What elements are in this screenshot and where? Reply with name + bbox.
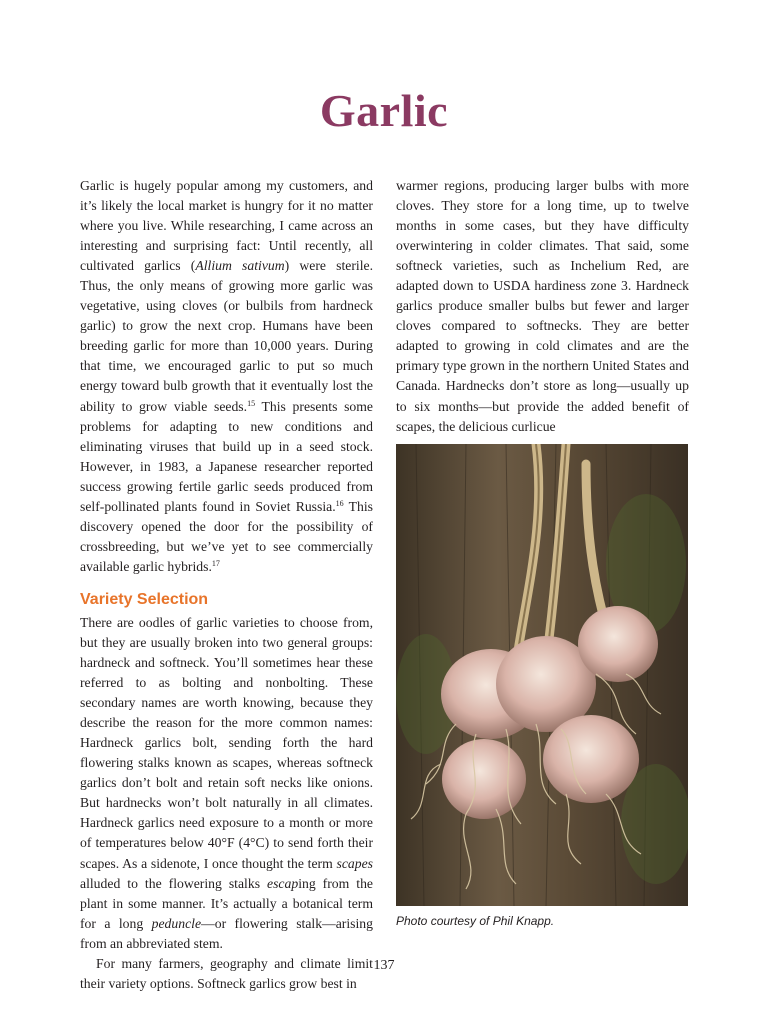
page-number: 137 bbox=[373, 958, 395, 973]
garlic-illustration bbox=[396, 444, 688, 906]
intro-paragraph bbox=[80, 176, 373, 577]
text-run: —or flowering stalk—arising from an abbreviated stem. bbox=[80, 915, 373, 951]
italic-text: scapes bbox=[336, 855, 373, 871]
photo-caption: Photo courtesy of Phil Knapp. bbox=[396, 914, 555, 928]
garlic-photo bbox=[396, 444, 688, 906]
climate-paragraph: For many farmers, geography and climate limit their variety options. Softneck garlics grow best in bbox=[80, 955, 373, 991]
continued-paragraph: warmer regions, producing larger bulbs with more cloves. They store for a long time, up to twelve months in some cases, but they have difficulty overwintering in colder climates. That said, some softneck varieties, such as Inchelium Red, are adapted down to USDA hardiness zone 3. Hardneck garlics produce smaller bulbs but fewer and larger cloves compared to softnecks. They are better adapted to growing in cold climates and are the primary type grown in the northern United States and Canada. Hardnecks don’t store as long—usually up to six months—but provide the added benefit of scapes, the delicious curlicue bbox=[396, 178, 689, 434]
text-run: This discovery opened the door for the possibility of crossbreeding, but we’ve yet to see commercially available garlic hybrids. bbox=[80, 498, 373, 574]
text-run: ) were sterile. Thus, the only means of growing more garlic was vegetative, using cloves (or bulbils from hardneck garlic) to grow the next crop. Humans have been breeding garlic for more than 10,000 years. During that time, we encouraged garlic to put so much energy toward bulb growth that it eventually lost the ability to grow viable seeds. bbox=[80, 258, 374, 414]
footnote-ref: 17 bbox=[211, 558, 220, 568]
right-column bbox=[396, 176, 689, 437]
left-column bbox=[80, 176, 373, 994]
section-heading: Variety Selection bbox=[80, 590, 209, 608]
italic-text: escap bbox=[267, 875, 299, 891]
text-run: Garlic is hugely popular among my customers, and it’s likely the local market is hungry for it no matter where you live. While researching, I came across an interesting and surprising fact: Until recently, all cultivated garlics ( bbox=[80, 178, 373, 274]
text-run: This presents some problems for adapting to new conditions and eliminating viruses that build up in a seed stock. However, in 1983, a Japanese researcher reported success growing fertile garlic seeds produced from self-pollinated plants found in Soviet Russia. bbox=[80, 398, 373, 514]
text-run: There are oodles of garlic varieties to choose from, but they are usually broken into two general groups: hardneck and softneck. You’ll sometimes hear these referred to as bolting and nonbolting. These secondary names are worth knowing, because they describe the reason for the more common names: Hardneck garlics bolt, sending forth the hard flowering stalks known as scapes, whereas softneck garlics don’t bolt and retain soft necks like onions. But hardnecks won’t bolt naturally in all climates. Hardneck garlics need exposure to a month or more of temperatures below 40°F (4°C) to send forth their scapes. As a sidenote, I once thought the term bbox=[80, 614, 373, 871]
footnote-ref: 16 bbox=[335, 498, 344, 508]
text-run: ing from the plant in some manner. It’s actually a botanical term for a long bbox=[80, 875, 373, 931]
italic-text: peduncle bbox=[151, 915, 202, 931]
text-run: alluded to the flowering stalks bbox=[80, 875, 268, 891]
page-title: Garlic bbox=[319, 85, 449, 136]
variety-paragraph bbox=[80, 613, 373, 954]
footnote-ref: 15 bbox=[247, 398, 256, 408]
italic-text: Allium sativum bbox=[195, 258, 285, 274]
